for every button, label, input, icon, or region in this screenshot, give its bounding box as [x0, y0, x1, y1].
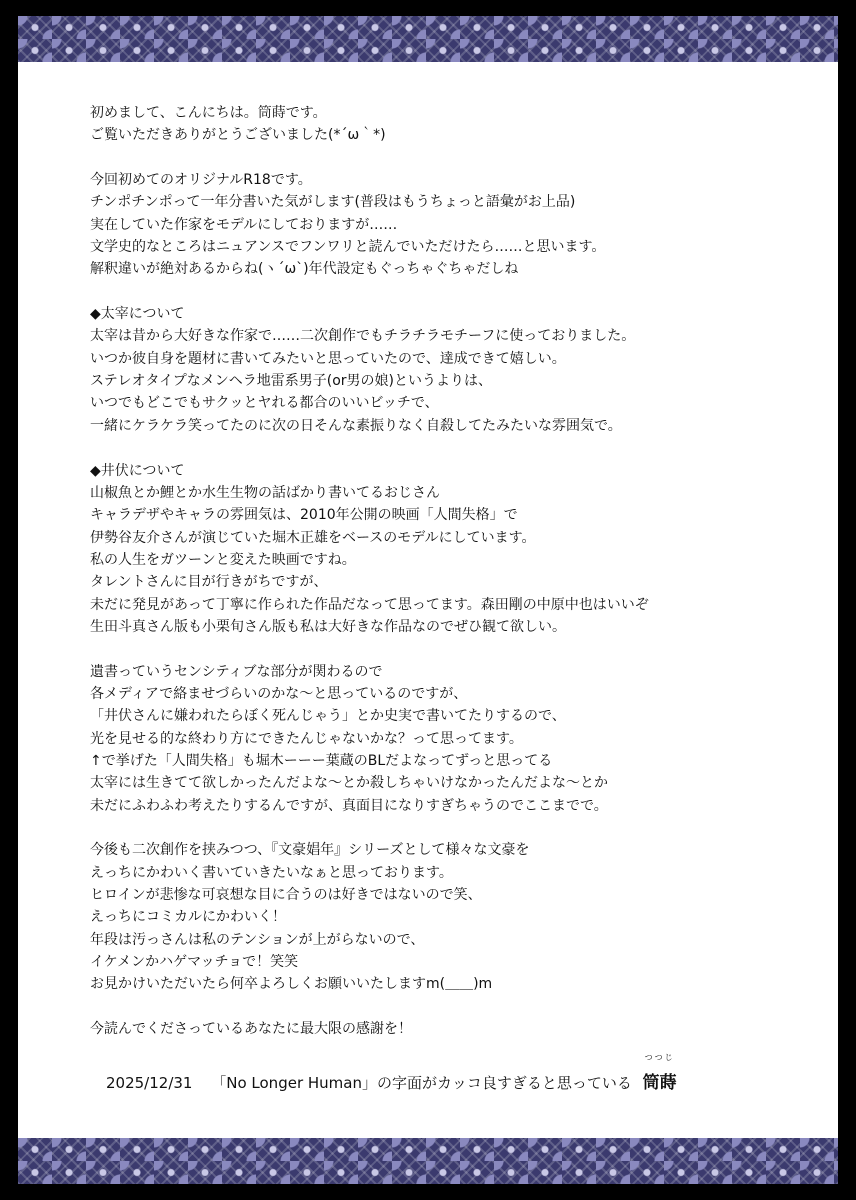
blank-line [90, 437, 810, 459]
text-line: えっちにかわいく書いていきたいなぁと思っております。 [90, 864, 453, 881]
text-line: キャラデザやキャラの雰囲気は、2010年公開の映画「人間失格」で [90, 507, 518, 524]
text-line: 未だに発見があって丁寧に作られた作品だなって思ってます。森田剛の中原中也はいいぞ [90, 596, 649, 613]
text-line: 未だにふわふわ考えたりするんですが、真面目になりすぎちゃうのでここまでで。 [90, 797, 608, 814]
blank-line [90, 281, 810, 303]
text-line: 各メディアで絡ませづらいのかな～と思っているのですが、 [90, 685, 468, 702]
text-line: 伊勢谷友介さんが演じていた堀木正雄をベースのモデルにしています。 [90, 529, 536, 546]
text-line: えっちにコミカルにかわいく！ [90, 909, 286, 926]
text-line: いつか彼自身を題材に書いてみたいと思っていたので、達成できて嬉しい。 [90, 350, 566, 367]
text-line: ステレオタイプなメンヘラ地雷系男子(or男の娘)というよりは、 [90, 373, 492, 390]
bottom-ornamental-border [18, 1138, 838, 1184]
text-line: 一緒にケラケラ笑ってたのに次の日そんな素振りなく自殺してたみたいな雰囲気で。 [90, 417, 622, 434]
signature-date: 2025/12/31 [106, 1074, 193, 1092]
section-heading-ibuse: ◆井伏について [90, 462, 185, 479]
text-line: 今回初めてのオリジナルR18です。 [90, 172, 312, 189]
text-line: 太宰には生きてて欲しかったんだよな～とか殺しちゃいけなかったんだよな～とか [90, 775, 608, 792]
blank-line [90, 638, 810, 660]
blank-line [90, 147, 810, 169]
text-line: 初めまして、こんにちは。筒蒔です。 [90, 105, 327, 121]
text-line: 解釈違いが絶対あるからね(ヽ´ω`)年代設定もぐっちゃぐちゃだしね [90, 261, 519, 278]
signature-line [106, 1053, 677, 1093]
text-line: 光を見せる的な終わり方にできたんじゃないかな？って思ってます。 [90, 730, 523, 747]
blank-line [90, 996, 810, 1018]
author-name-reading: つつじ [644, 1053, 675, 1062]
author-name-text: 筒蒔 [642, 1073, 677, 1093]
text-line: 生田斗真さん版も小栗旬さん版も私は大好きな作品なのでぜひ観て欲しい。 [90, 618, 566, 635]
text-line: 実在していた作家をモデルにしておりますが…… [90, 216, 398, 233]
text-line: チンポチンポって一年分書いた気がします(普段はもうちょっと語彙がお上品) [90, 194, 576, 211]
text-line: 太宰は昔から大好きな作家で……二次創作でもチラチラモチーフに使っておりました。 [90, 328, 636, 345]
text-line: お見かけいただいたら何卒よろしくお願いいたしますm(＿＿)m [90, 976, 493, 993]
afterword-text [90, 102, 810, 1040]
signature-note: 「No Longer Human」の字面がカッコ良すぎると思っている [211, 1074, 632, 1092]
text-line: 私の人生をガツーンと変えた映画ですね。 [90, 551, 356, 568]
blank-line [90, 817, 810, 839]
text-line: 年段は汚っさんは私のテンションが上がらないので、 [90, 931, 425, 948]
text-line: 「井伏さんに嫌われたらぼく死んじゃう」とか史実で書いてたりするので、 [90, 708, 566, 725]
text-line: いつでもどこでもサクッとヤれる都合のいいビッチで、 [90, 395, 439, 412]
closing-line: 今読んでくださっているあなたに最大限の感謝を！ [90, 1021, 412, 1038]
text-line: 山椒魚とか鯉とか水生生物の話ばかり書いてるおじさん [90, 484, 440, 501]
text-line: 遺書っていうセンシティブな部分が関わるので [90, 663, 383, 680]
text-line: ヒロインが悲惨な可哀想な目に合うのは好きではないので笑、 [90, 887, 482, 904]
text-line: イケメンかハゲマッチョで！笑笑 [90, 954, 299, 971]
text-line: 文学史的なところはニュアンスでフンワリと読んでいただけたら……と思います。 [90, 239, 606, 256]
text-line: タレントさんに目が行きがちですが、 [90, 574, 328, 591]
top-ornamental-border [18, 16, 838, 62]
author-name [642, 1053, 677, 1093]
section-heading-dazai: ◆太宰について [90, 306, 185, 323]
afterword-page [18, 16, 838, 1184]
text-line: ↑で挙げた「人間失格」も堀木ーーー葉蔵のBLだよなってずっと思ってる [90, 752, 553, 769]
text-line: 今後も二次創作を挟みつつ、『文豪娼年』シリーズとして様々な文豪を [90, 842, 530, 859]
text-line: ご覧いただきありがとうございました(*´ω｀*) [90, 127, 386, 144]
